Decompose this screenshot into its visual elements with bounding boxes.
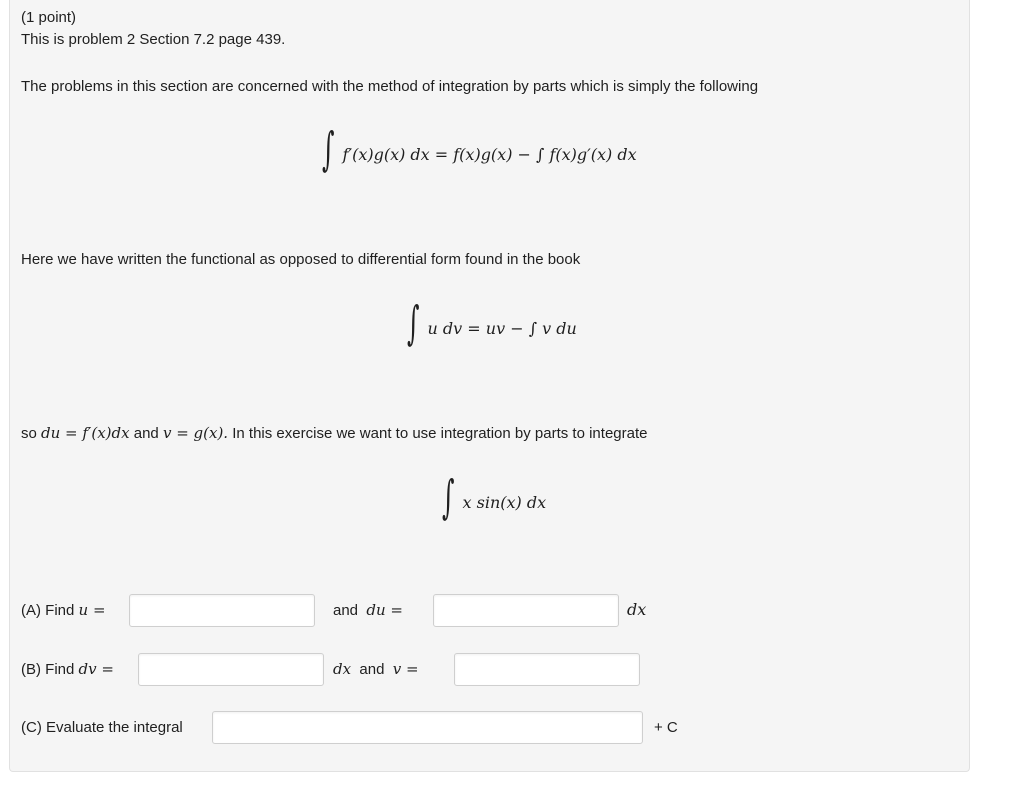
part-b-label: (B) Find dv = <box>21 660 114 678</box>
part-a-label: (A) Find u = <box>21 601 106 619</box>
integral-symbol: ∫ <box>407 296 420 351</box>
point-value: (1 point) <box>21 9 77 26</box>
integral-symbol: ∫ <box>442 470 455 525</box>
du-dx-unit: dx <box>627 600 647 619</box>
intro-text: The problems in this section are concerned with the method of integration by parts which is simply the following <box>21 78 759 95</box>
plus-c-constant: + C <box>654 719 678 736</box>
problem-panel <box>9 0 970 772</box>
dv-input[interactable] <box>138 653 324 686</box>
du-input[interactable] <box>433 594 619 627</box>
part-c-label: (C) Evaluate the integral <box>21 719 183 736</box>
formula-functional: ∫ f′(x)g(x) dx = f(x)g(x) − ∫ f(x)g′(x) dx <box>322 122 637 177</box>
formula-differential: ∫ u dv = uv − ∫ v du <box>407 296 577 351</box>
target-integral: ∫ x sin(x) dx <box>442 470 547 525</box>
u-input[interactable] <box>129 594 315 627</box>
problem-reference: This is problem 2 Section 7.2 page 439. <box>21 31 286 48</box>
part-a-du-label: and du = <box>333 601 403 619</box>
du-expression: du = f′(x)dx <box>41 424 130 442</box>
integral-symbol: ∫ <box>322 122 335 177</box>
part-b-v-label: dx and v = <box>333 660 419 678</box>
integral-answer-input[interactable] <box>212 711 643 744</box>
v-expression: v = g(x). <box>162 424 229 442</box>
v-input[interactable] <box>454 653 640 686</box>
substitution-line: so du = f′(x)dx and v = g(x). In this exercise we want to use integration by parts to integrate <box>21 424 648 442</box>
differential-note: Here we have written the functional as opposed to differential form found in the book <box>21 251 581 268</box>
